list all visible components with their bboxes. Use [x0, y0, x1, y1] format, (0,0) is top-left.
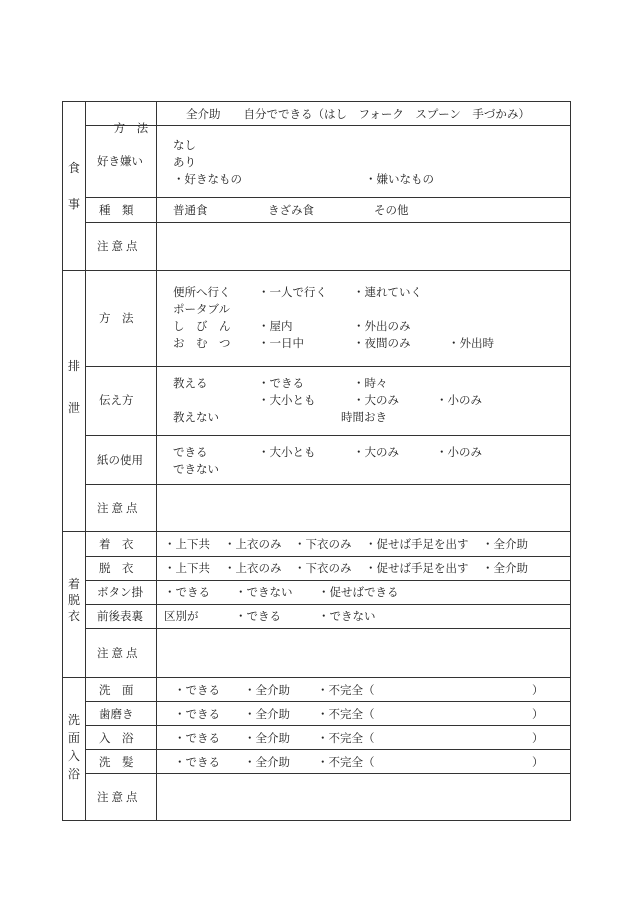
face-can: ・できる: [174, 683, 220, 697]
teeth-can: ・できる: [174, 707, 220, 721]
category-bathing-char: 浴: [67, 767, 80, 781]
face-incomplete-close: ）: [532, 683, 544, 697]
button-prompted: ・促せばできる: [318, 585, 399, 599]
row-label-undress: 脱 衣: [99, 561, 134, 575]
wear-top-only: ・上衣のみ: [224, 537, 282, 551]
tell-sometimes: ・時々: [353, 376, 388, 390]
tell-no: 教えない: [173, 410, 219, 424]
category-bathing-char: 洗: [67, 713, 80, 727]
face-incomplete: ・不完全（: [317, 683, 375, 697]
category-meal-char: 食: [67, 161, 80, 175]
urinal: し び ん: [173, 319, 231, 333]
table-border-bottom: [62, 820, 571, 821]
wear-both: ・上下共: [164, 537, 210, 551]
paper-both: ・大小とも: [258, 445, 316, 459]
row-divider: [85, 435, 571, 436]
tell-both: ・大小とも: [258, 393, 316, 407]
portable-toilet: ポータブル: [173, 302, 231, 316]
bath-incomplete-close: ）: [532, 731, 544, 745]
label-divider: [156, 101, 157, 821]
frontback-cannot: ・できない: [318, 609, 376, 623]
undress-prompted: ・促せば手足を出す: [365, 561, 469, 575]
tell-interval: 時間おき: [341, 410, 387, 424]
row-divider: [85, 222, 571, 223]
tell-can: ・できる: [258, 376, 304, 390]
category-excretion-char: 泄: [67, 401, 80, 415]
row-divider: [85, 773, 571, 774]
bath-can: ・できる: [174, 731, 220, 745]
paper-cannot: できない: [173, 462, 219, 476]
category-bathing-char: 入: [67, 749, 80, 763]
table-border-right: [570, 101, 571, 821]
diaper: お む つ: [173, 336, 231, 350]
hair-full-assist: ・全介助: [244, 755, 290, 769]
meal-type-minced: きざみ食: [268, 203, 314, 217]
diaper-night-only: ・夜間のみ: [353, 336, 411, 350]
row-divider: [85, 197, 571, 198]
meal-type-normal: 普通食: [173, 203, 208, 217]
bath-incomplete: ・不完全（: [317, 731, 375, 745]
row-label-bath: 入 浴: [99, 731, 134, 745]
row-label-likes: 好き嫌い: [97, 154, 143, 168]
row-label-tell: 伝え方: [99, 393, 134, 407]
row-divider: [85, 556, 571, 557]
row-label-teeth: 歯磨き: [99, 707, 134, 721]
row-divider: [85, 749, 571, 750]
toilet-escorted: ・連れていく: [353, 285, 422, 299]
row-divider: [85, 125, 571, 126]
category-divider: [85, 101, 86, 821]
section-divider: [62, 677, 571, 678]
frontback-can: ・できる: [235, 609, 281, 623]
category-excretion-char: 排: [67, 359, 80, 373]
category-dressing-char: 着: [67, 577, 80, 591]
frontback-distinguish: 区別が: [164, 609, 199, 623]
row-divider: [85, 701, 571, 702]
category-bathing-char: 面: [67, 731, 80, 745]
row-label-excretion-notes: 注意点: [97, 501, 141, 515]
bath-full-assist: ・全介助: [244, 731, 290, 745]
urinal-indoor: ・屋内: [258, 319, 293, 333]
wear-full-assist: ・全介助: [482, 537, 528, 551]
row-divider: [85, 628, 571, 629]
row-label-wear: 着 衣: [99, 537, 134, 551]
table-border-left: [62, 101, 63, 821]
row-label-meal-type: 種 類: [99, 203, 134, 217]
row-label-excretion-method: 方 法: [99, 311, 134, 325]
button-can: ・できる: [164, 585, 210, 599]
toilet-go: 便所へ行く: [173, 285, 231, 299]
row-divider: [85, 366, 571, 367]
row-label-hair: 洗 髪: [99, 755, 134, 769]
meal-type-other: その他: [374, 203, 409, 217]
row-label-meal-notes: 注意点: [97, 239, 141, 253]
row-divider: [85, 604, 571, 605]
wear-bottom-only: ・下衣のみ: [294, 537, 352, 551]
category-dressing-char: 脱: [67, 593, 80, 607]
face-full-assist: ・全介助: [244, 683, 290, 697]
row-divider: [85, 580, 571, 581]
urinal-outing-only: ・外出のみ: [353, 319, 411, 333]
hair-can: ・できる: [174, 755, 220, 769]
likes-yes: あり: [173, 155, 196, 169]
hair-incomplete: ・不完全（: [317, 755, 375, 769]
undress-both: ・上下共: [164, 561, 210, 575]
row-label-dressing-notes: 注意点: [97, 646, 141, 660]
section-divider: [62, 531, 571, 532]
row-label-face: 洗 面: [99, 683, 134, 697]
button-cannot: ・できない: [235, 585, 293, 599]
tell-yes: 教える: [173, 376, 208, 390]
row-divider: [85, 725, 571, 726]
row-label-bathing-notes: 注意点: [97, 790, 141, 804]
likes-favorite-foods: ・好きなもの: [173, 172, 242, 186]
diaper-outing: ・外出時: [448, 336, 494, 350]
likes-disliked-foods: ・嫌いなもの: [365, 172, 434, 186]
undress-bottom-only: ・下衣のみ: [294, 561, 352, 575]
table-border-top: [62, 101, 571, 102]
toilet-alone: ・一人で行く: [258, 285, 327, 299]
row-label-meal-method: 方 法: [113, 121, 149, 135]
category-dressing-char: 衣: [67, 609, 80, 623]
row-label-frontback: 前後表裏: [97, 609, 143, 623]
tell-urine-only: ・小のみ: [436, 393, 482, 407]
paper-urine-only: ・小のみ: [436, 445, 482, 459]
row-label-button: ボタン掛: [97, 585, 143, 599]
paper-bowel-only: ・大のみ: [353, 445, 399, 459]
likes-none: なし: [173, 138, 196, 152]
row-label-paper: 紙の使用: [97, 453, 143, 467]
section-divider: [62, 270, 571, 271]
undress-full-assist: ・全介助: [482, 561, 528, 575]
paper-can: できる: [173, 445, 208, 459]
row-divider: [85, 484, 571, 485]
wear-prompted: ・促せば手足を出す: [365, 537, 469, 551]
undress-top-only: ・上衣のみ: [224, 561, 282, 575]
teeth-full-assist: ・全介助: [244, 707, 290, 721]
hair-incomplete-close: ）: [532, 755, 544, 769]
care-assessment-table: [62, 101, 571, 821]
teeth-incomplete-close: ）: [532, 707, 544, 721]
tell-bowel-only: ・大のみ: [353, 393, 399, 407]
category-meal-char: 事: [67, 197, 80, 211]
teeth-incomplete: ・不完全（: [317, 707, 375, 721]
meal-method-options: 全介助 自分でできる（はし フォーク スプーン 手づかみ）: [186, 107, 530, 121]
diaper-all-day: ・一日中: [258, 336, 304, 350]
